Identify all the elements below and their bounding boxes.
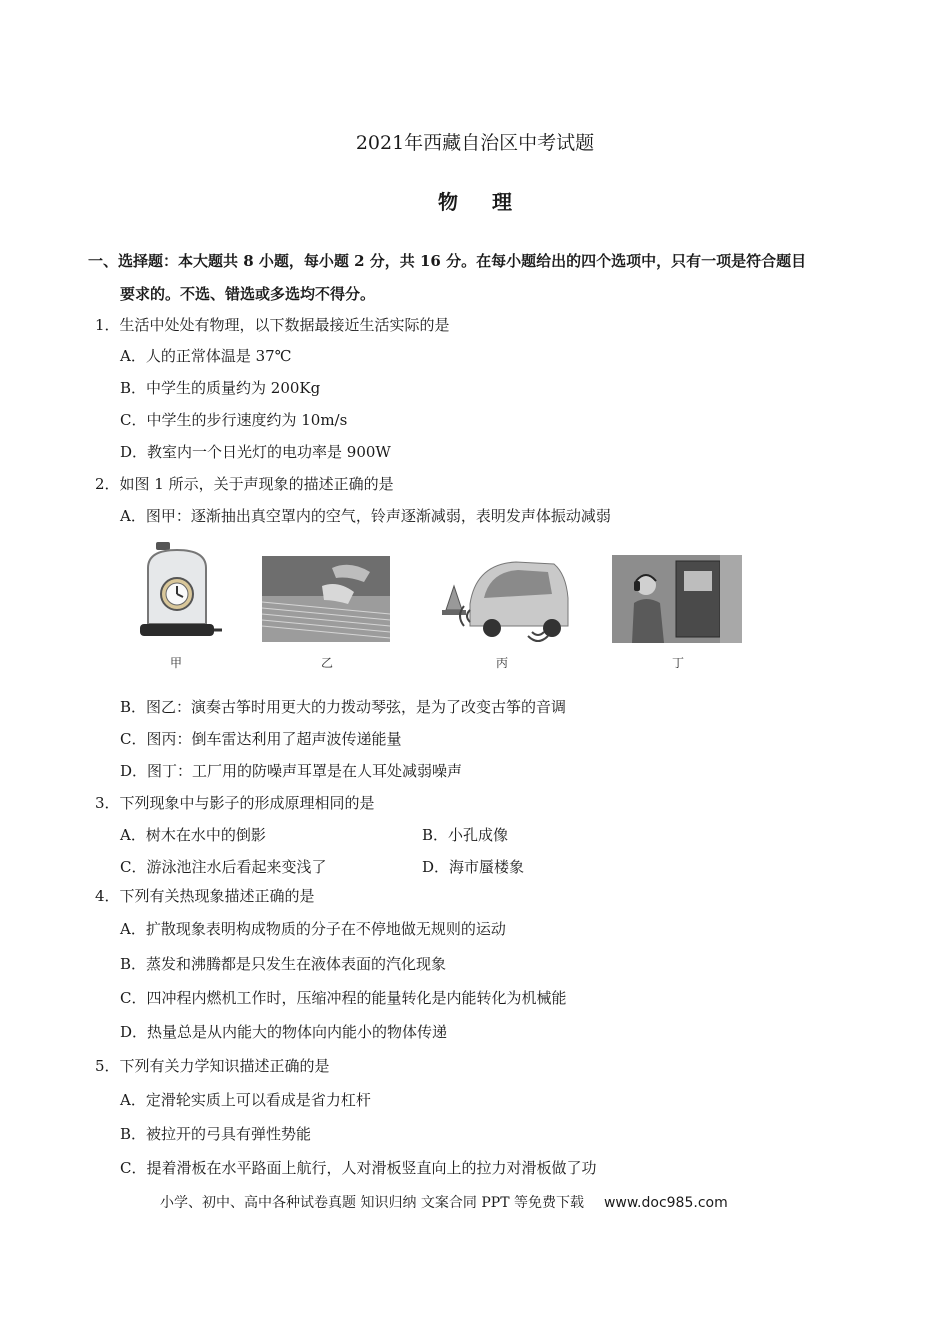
- q1-option-a: A．人的正常体温是 37℃: [120, 347, 292, 365]
- section1-line2: 要求的。不选、错选或多选均不得分。: [120, 285, 376, 303]
- q2-stem: 2．如图 1 所示，关于声现象的描述正确的是: [95, 475, 394, 493]
- footer-text: 小学、初中、高中各种试卷真题 知识归纳 文案合同 PPT 等免费下载: [160, 1195, 584, 1211]
- q1-option-b: B．中学生的质量约为 200Kg: [120, 379, 321, 397]
- figure-ear-protector: [612, 555, 742, 647]
- q2-option-b: B．图乙：演奏古筝时用更大的力拨动琴弦，是为了改变古筝的音调: [120, 698, 567, 716]
- q4-option-a: A．扩散现象表明构成物质的分子在不停地做无规则的运动: [120, 920, 506, 938]
- section1-line1: 一、选择题：本大题共 8 小题，每小题 2 分，共 16 分。在每小题给出的四个选项中，只有一项是符合题目: [88, 252, 807, 270]
- q4-stem: 4．下列有关热现象描述正确的是: [95, 887, 315, 905]
- subject-heading: 物理: [438, 190, 546, 214]
- q1-stem: 1．生活中处处有物理，以下数据最接近生活实际的是: [95, 316, 450, 334]
- figure-label-bing: 丙: [496, 656, 509, 670]
- q2-option-c: C．图丙：倒车雷达利用了超声波传递能量: [120, 730, 402, 748]
- figure-guzheng: [262, 556, 390, 646]
- figure-label-jia: 甲: [170, 656, 183, 670]
- q3-option-c: C．游泳池注水后看起来变浅了: [120, 858, 327, 876]
- footer-url[interactable]: www.doc985.com: [603, 1195, 728, 1211]
- exam-title: 2021年西藏自治区中考试题: [355, 132, 595, 154]
- q2-option-a: A．图甲：逐渐抽出真空罩内的空气，铃声逐渐减弱，表明发声体振动减弱: [120, 507, 611, 525]
- q4-option-b: B．蒸发和沸腾都是只发生在液体表面的汽化现象: [120, 955, 447, 973]
- q5-option-c: C．提着滑板在水平路面上航行，人对滑板竖直向上的拉力对滑板做了功: [120, 1159, 597, 1177]
- q4-option-d: D．热量总是从内能大的物体向内能小的物体传递: [120, 1023, 448, 1041]
- q3-option-b: B．小孔成像: [422, 826, 509, 844]
- q4-option-c: C．四冲程内燃机工作时，压缩冲程的能量转化是内能转化为机械能: [120, 989, 567, 1007]
- q1-option-c: C．中学生的步行速度约为 10m/s: [120, 411, 348, 429]
- q3-stem: 3．下列现象中与影子的形成原理相同的是: [95, 794, 375, 812]
- figure-bell-jar: [132, 540, 222, 648]
- q5-option-a: A．定滑轮实质上可以看成是省力杠杆: [120, 1091, 371, 1109]
- q5-stem: 5．下列有关力学知识描述正确的是: [95, 1057, 330, 1075]
- q2-option-d: D．图丁：工厂用的防噪声耳罩是在人耳处减弱噪声: [120, 762, 463, 780]
- q5-option-b: B．被拉开的弓具有弹性势能: [120, 1125, 312, 1143]
- page-footer: [160, 1192, 728, 1212]
- q3-option-d: D．海市蜃楼象: [422, 858, 525, 876]
- figure-parking-radar: [436, 554, 570, 648]
- q1-option-d: D．教室内一个日光灯的电功率是 900W: [120, 443, 391, 461]
- figure-label-yi: 乙: [321, 656, 334, 670]
- figure-label-ding: 丁: [672, 656, 685, 670]
- q3-option-a: A．树木在水中的倒影: [120, 826, 266, 844]
